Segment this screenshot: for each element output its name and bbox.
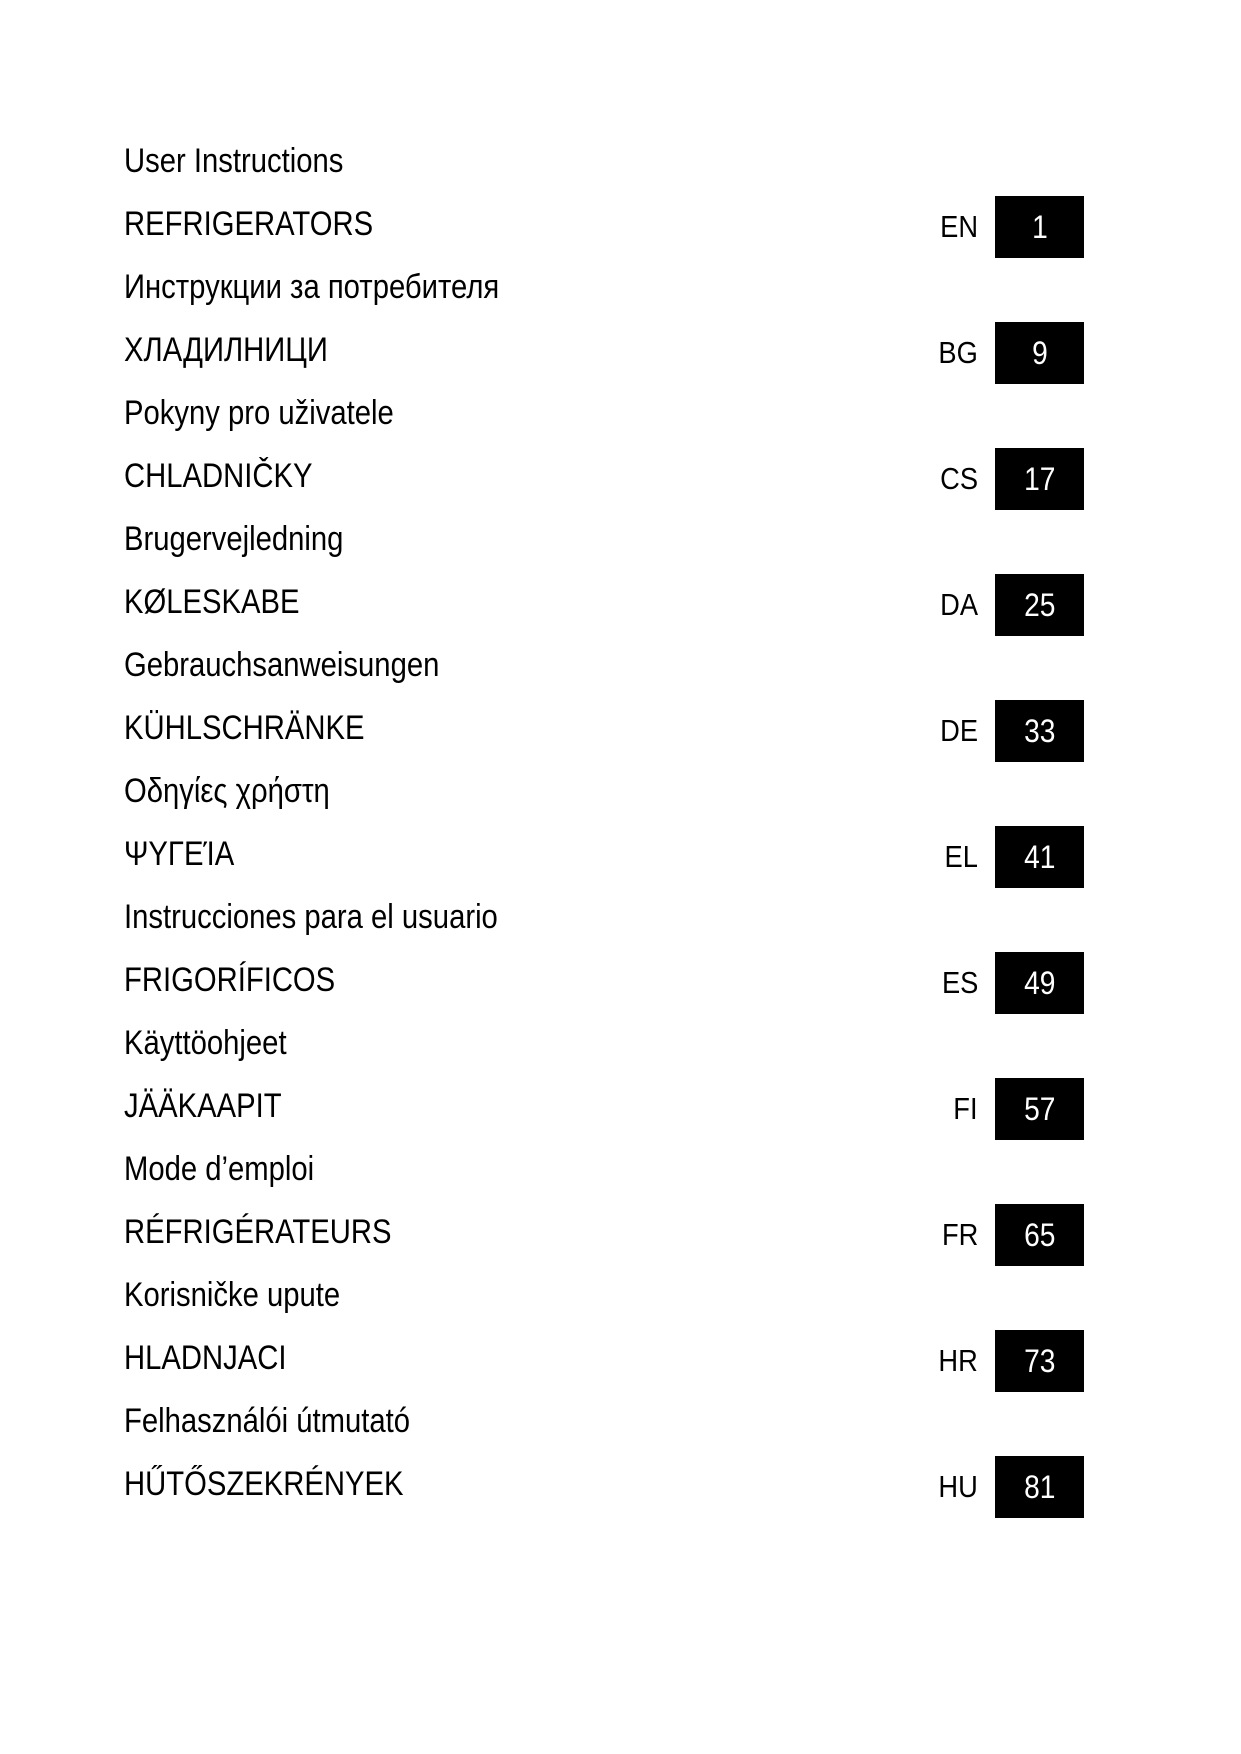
- entry-product: KØLESKABE: [124, 583, 300, 621]
- entry-title: Οδηγίες χρήστη: [124, 772, 330, 810]
- entry-product: CHLADNIČKY: [124, 457, 313, 495]
- index-entry-fr: [124, 1141, 1084, 1267]
- entry-page-number: 17: [1023, 461, 1056, 497]
- index-entry-hr: [124, 1267, 1084, 1393]
- entry-page-number-box[interactable]: [995, 1330, 1084, 1392]
- entry-title: Инструкции за потребителя: [124, 268, 500, 306]
- index-entry-bg: [124, 259, 1084, 385]
- entry-language-code: EL: [944, 839, 978, 874]
- index-entry-de: [124, 637, 1084, 763]
- entry-language-code: HR: [938, 1343, 978, 1378]
- index-entry-el: [124, 763, 1084, 889]
- entry-language-code: DE: [940, 713, 978, 748]
- entry-language-code: EN: [940, 209, 978, 244]
- entry-page-number: 33: [1023, 713, 1056, 749]
- entry-title: Instrucciones para el usuario: [124, 898, 498, 936]
- entry-product: JÄÄKAAPIT: [124, 1087, 282, 1125]
- index-entry-cs: [124, 385, 1084, 511]
- entry-page-number: 57: [1023, 1091, 1056, 1127]
- index-entry-es: [124, 889, 1084, 1015]
- entry-language-code: ES: [941, 965, 978, 1000]
- entry-language-code: FI: [953, 1091, 978, 1126]
- entry-product: ΨΥΓΕΊΑ: [124, 835, 235, 873]
- entry-page-number-box[interactable]: [995, 1078, 1084, 1140]
- entry-page-number-box[interactable]: [995, 826, 1084, 888]
- entry-page-number-box[interactable]: [995, 952, 1084, 1014]
- entry-page-number: 1: [1031, 209, 1048, 245]
- index-entry-da: [124, 511, 1084, 637]
- entry-title: Felhasználói útmutató: [124, 1402, 411, 1440]
- index-entry-fi: [124, 1015, 1084, 1141]
- entry-page-number: 73: [1023, 1343, 1056, 1379]
- entry-page-number: 49: [1023, 965, 1056, 1001]
- entry-title: Mode d’emploi: [124, 1150, 315, 1188]
- entry-title: Pokyny pro uživatele: [124, 394, 394, 432]
- entry-language-code: CS: [940, 461, 978, 496]
- entry-title: Käyttöohjeet: [124, 1024, 287, 1062]
- entry-language-code: DA: [940, 587, 978, 622]
- entry-page-number-box[interactable]: [995, 448, 1084, 510]
- entry-product: RÉFRIGÉRATEURS: [124, 1213, 392, 1251]
- entry-page-number-box[interactable]: [995, 322, 1084, 384]
- entry-product: HLADNJACI: [124, 1339, 287, 1377]
- entry-page-number: 65: [1023, 1217, 1056, 1253]
- entry-page-number-box[interactable]: [995, 1456, 1084, 1518]
- entry-title: Korisničke upute: [124, 1276, 341, 1314]
- entry-page-number-box[interactable]: [995, 196, 1084, 258]
- entry-page-number: 25: [1023, 587, 1056, 623]
- entry-product: ХЛАДИЛНИЦИ: [124, 331, 328, 369]
- entry-product: FRIGORÍFICOS: [124, 961, 336, 999]
- index-entry-hu: [124, 1393, 1084, 1519]
- entry-product: HŰTŐSZEKRÉNYEK: [124, 1465, 404, 1503]
- entry-page-number: 41: [1023, 839, 1056, 875]
- entry-language-code: HU: [938, 1469, 978, 1504]
- entry-language-code: BG: [938, 335, 978, 370]
- entry-title: Brugervejledning: [124, 520, 344, 558]
- entry-language-code: FR: [941, 1217, 978, 1252]
- entry-page-number: 81: [1023, 1469, 1056, 1505]
- entry-title: User Instructions: [124, 142, 344, 180]
- entry-product: KÜHLSCHRÄNKE: [124, 709, 365, 747]
- entry-page-number: 9: [1031, 335, 1048, 371]
- entry-page-number-box[interactable]: [995, 1204, 1084, 1266]
- index-entry-en: [124, 133, 1084, 259]
- entry-page-number-box[interactable]: [995, 700, 1084, 762]
- entry-product: REFRIGERATORS: [124, 205, 374, 243]
- entry-page-number-box[interactable]: [995, 574, 1084, 636]
- entry-title: Gebrauchsanweisungen: [124, 646, 440, 684]
